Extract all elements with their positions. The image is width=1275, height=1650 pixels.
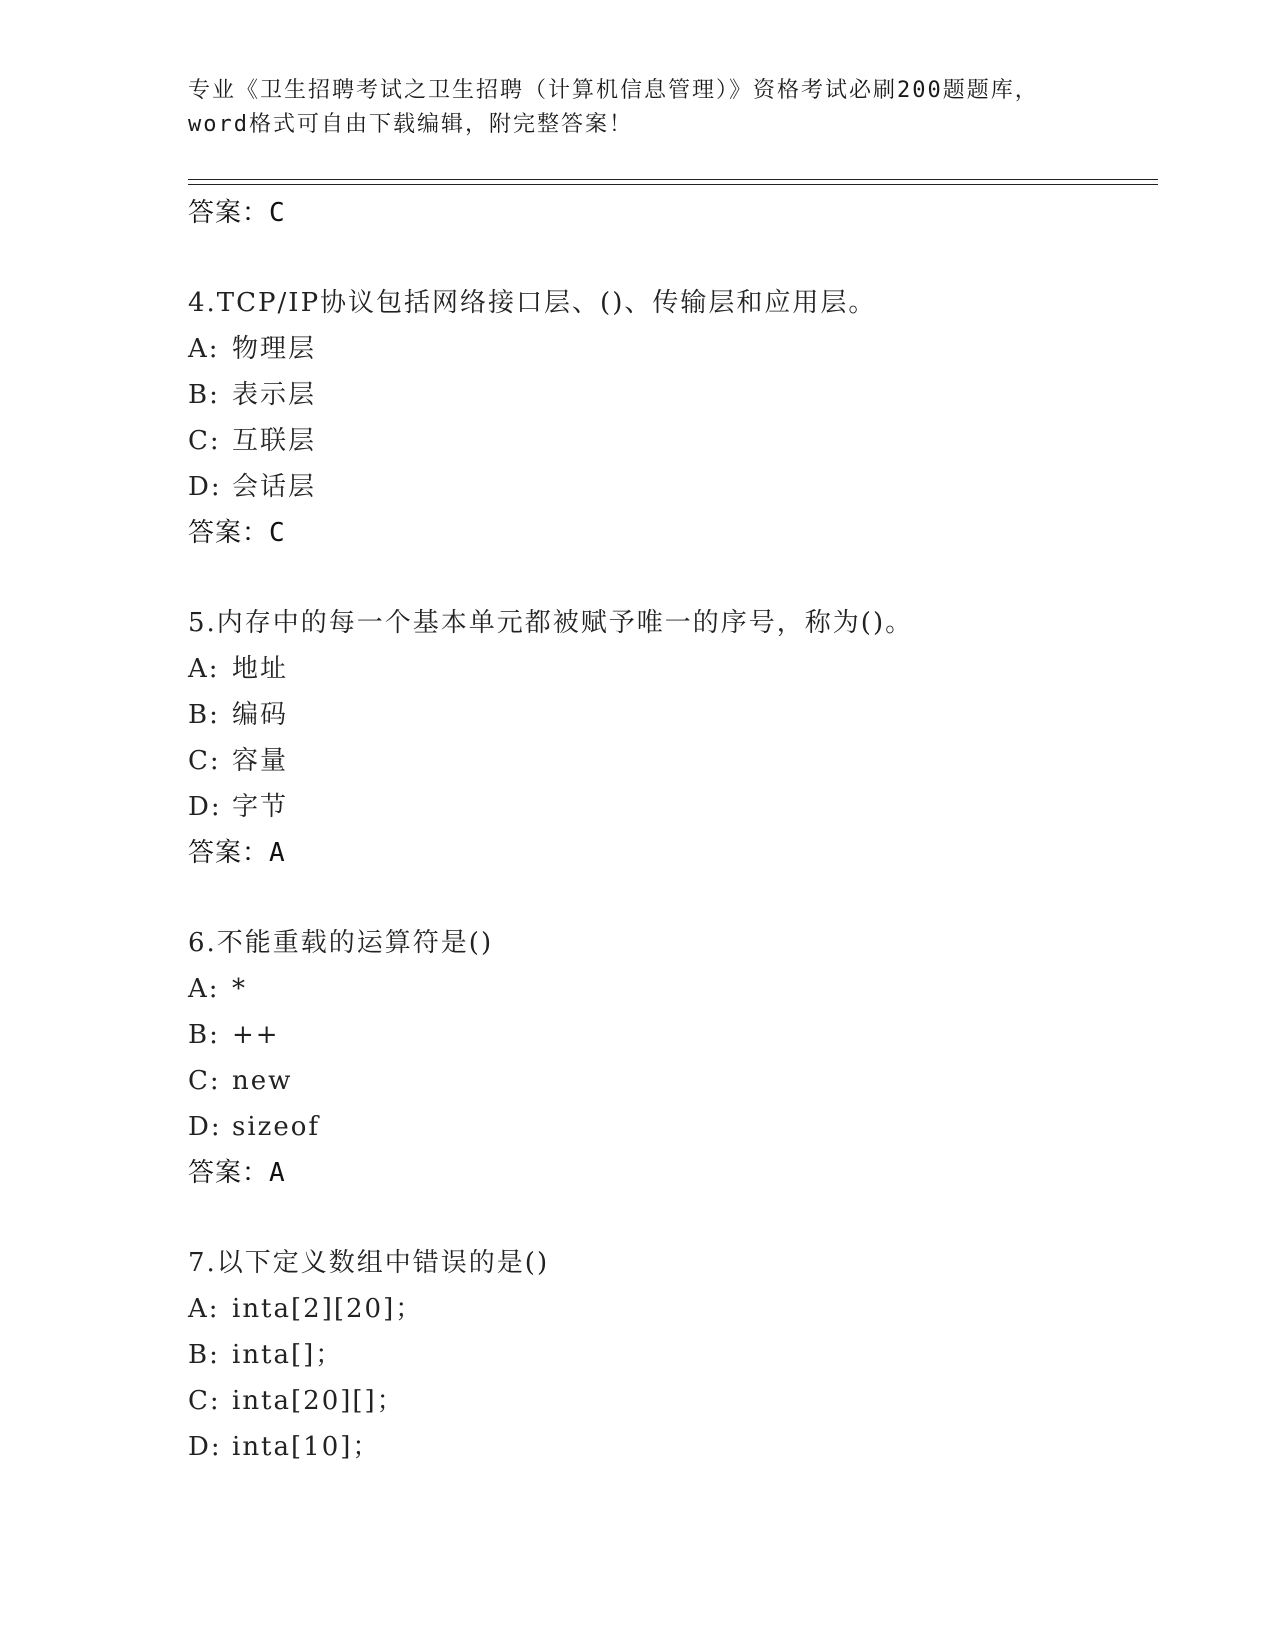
option-c [188,1378,1148,1424]
answer-line: 答案：A [188,1158,286,1188]
option-text: 表示层 [232,380,317,410]
question-4 [188,280,1148,556]
option-a [188,326,1148,372]
header-divider-bottom [188,184,1158,185]
question-text: 6.不能重载的运算符是() [188,928,494,958]
option-letter: A: [188,974,220,1004]
option-d [188,464,1148,510]
option-text: 地址 [232,654,289,684]
question-text: 4.TCP/IP协议包括网络接口层、()、传输层和应用层。 [188,288,877,318]
option-letter: B: [188,700,220,730]
option-text: inta[2][20]； [232,1294,424,1324]
option-letter: A: [188,1294,220,1324]
option-text: 编码 [232,700,289,730]
option-letter: B: [188,380,220,410]
option-c [188,1058,1148,1104]
header-title-line-1: 专业《卫生招聘考试之卫生招聘（计算机信息管理）》资格考试必刷200题题库， [188,78,1039,103]
option-text: inta[]； [232,1340,344,1370]
question-list [188,190,1148,1470]
option-a [188,1286,1148,1332]
option-letter: A: [188,334,220,364]
question-5 [188,600,1148,876]
option-text: inta[20][]； [232,1386,405,1416]
answer-line: 答案：C [188,518,286,548]
option-letter: B: [188,1340,220,1370]
option-text: ++ [232,1020,280,1050]
answer-line: 答案：A [188,838,286,868]
option-letter: D: [188,472,222,502]
option-letter: D: [188,1432,222,1462]
option-b [188,1332,1148,1378]
question-text: 5.内存中的每一个基本单元都被赋予唯一的序号，称为()。 [188,608,914,638]
option-c [188,418,1148,464]
option-letter: A: [188,654,220,684]
option-b [188,692,1148,738]
option-letter: C: [188,1386,221,1416]
document-header [188,74,1088,142]
option-text: 物理层 [232,334,317,364]
question-text: 7.以下定义数组中错误的是() [188,1248,550,1278]
option-d [188,1424,1148,1470]
option-d [188,1104,1148,1150]
option-a [188,646,1148,692]
option-text: 会话层 [232,472,317,502]
question-7 [188,1240,1148,1470]
option-text: * [232,974,247,1004]
option-letter: C: [188,1066,221,1096]
question-6 [188,920,1148,1196]
option-text: 容量 [232,746,289,776]
option-a [188,966,1148,1012]
previous-answer: 答案：C [188,198,286,228]
option-b [188,1012,1148,1058]
option-text: 互联层 [232,426,317,456]
option-letter: B: [188,1020,220,1050]
option-text: 字节 [232,792,289,822]
option-letter: C: [188,746,221,776]
option-text: sizeof [232,1112,321,1142]
option-letter: C: [188,426,221,456]
header-divider-top [188,179,1158,180]
option-letter: D: [188,1112,222,1142]
option-letter: D: [188,792,222,822]
header-title-line-2: word格式可自由下载编辑，附完整答案！ [188,112,633,137]
option-c [188,738,1148,784]
option-text: new [232,1066,293,1096]
option-b [188,372,1148,418]
option-text: inta[10]； [232,1432,381,1462]
option-d [188,784,1148,830]
